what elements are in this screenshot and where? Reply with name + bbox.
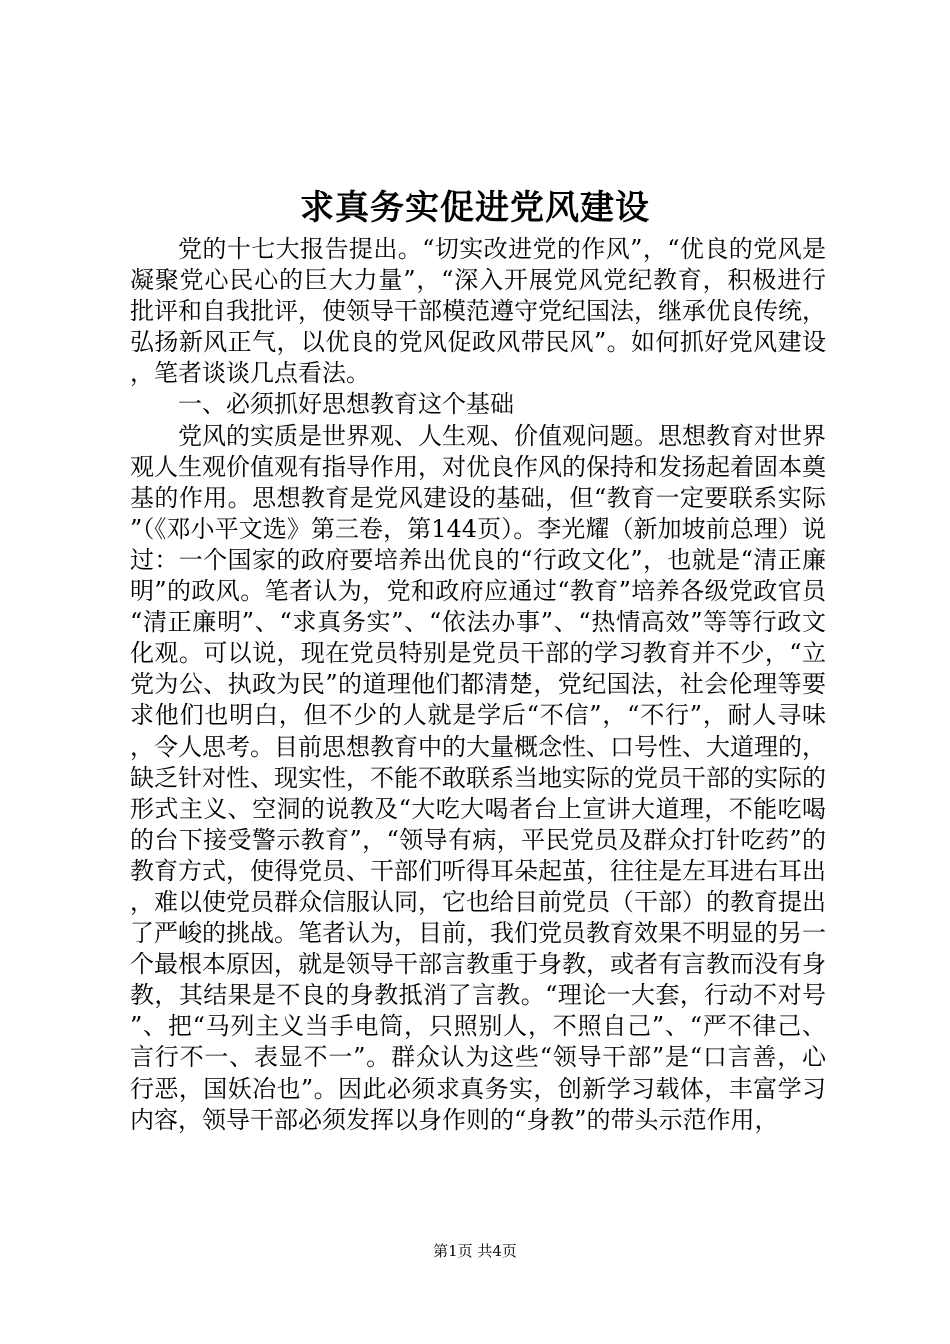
intro-paragraph: 党的十七大报告提出。“切实改进党的作风”，“优良的党风是凝聚党心民心的巨大力量”，“深入开展党风党纪教育，积极进行批评和自我批评，使领导干部模范遵守党纪国法，继承优良传统，弘扬新风正气，以优良的党风促政风带民风”。如何抓好党风建设，笔者谈谈几点看法。 bbox=[130, 235, 826, 388]
section-heading: 一、必须抓好思想教育这个基础 bbox=[178, 390, 514, 419]
document-title: 求真务实促进党风建设 bbox=[300, 188, 650, 228]
section-paragraph: 党风的实质是世界观、人生观、价值观问题。思想教育对世界观人生观价值观有指导作用，对优良作风的保持和发扬起着固本奠基的作用。思想教育是党风建设的基础，但“教育一定要联系实际”（《邓小平文选》第三卷，第144页）。李光耀（新加坡前总理）说过：一个国家的政府要培养出优良的“行政文化”，也就是“清正廉明”的政风。笔者认为，党和政府应通过“教育”培养各级党政官员“清正廉明”、“求真务实”、“依法办事”、“热情高效”等等行政文化观。可以说，现在党员特别是党员干部的学习教育并不少，“立党为公、执政为民”的道理他们都清楚，党纪国法，社会伦理等要求他们也明白，但不少的人就是学后“不信”，“不行”，耐人寻味，令人思考。目前思想教育中的大量概念性、口号性、大道理的，缺乏针对性、现实性，不能不敢联系当地实际的党员干部的实际的形式主义、空洞的说教及“大吃大喝者台上宣讲大道理，不能吃喝的台下接受警示教育”，“领导有病，平民党员及群众打针吃药”的教育方式，使得党员、干部们听得耳朵起茧，往往是左耳进右耳出，难以使党员群众信服认同，它也给目前党员（干部）的教育提出了严峻的挑战。笔者认为，目前，我们党员教育效果不明显的另一个最根本原因，就是领导干部言教重于身教，或者有言教而没有身教，其结果是不良的身教抵消了言教。“理论一大套，行动不对号”、把“马列主义当手电筒，只照别人，不照自己”、“严不律己、言行不一、表显不一”。群众认为这些“领导干部”是“口言善，心行恶，国妖冶也”。因此必须求真务实，创新学习载体，丰富学习内容，领导干部必须发挥以身作则的“身教”的带头示范作用， bbox=[130, 421, 826, 1134]
document-body bbox=[130, 234, 826, 1136]
page-footer: 第1页 共4页 bbox=[433, 1242, 517, 1260]
